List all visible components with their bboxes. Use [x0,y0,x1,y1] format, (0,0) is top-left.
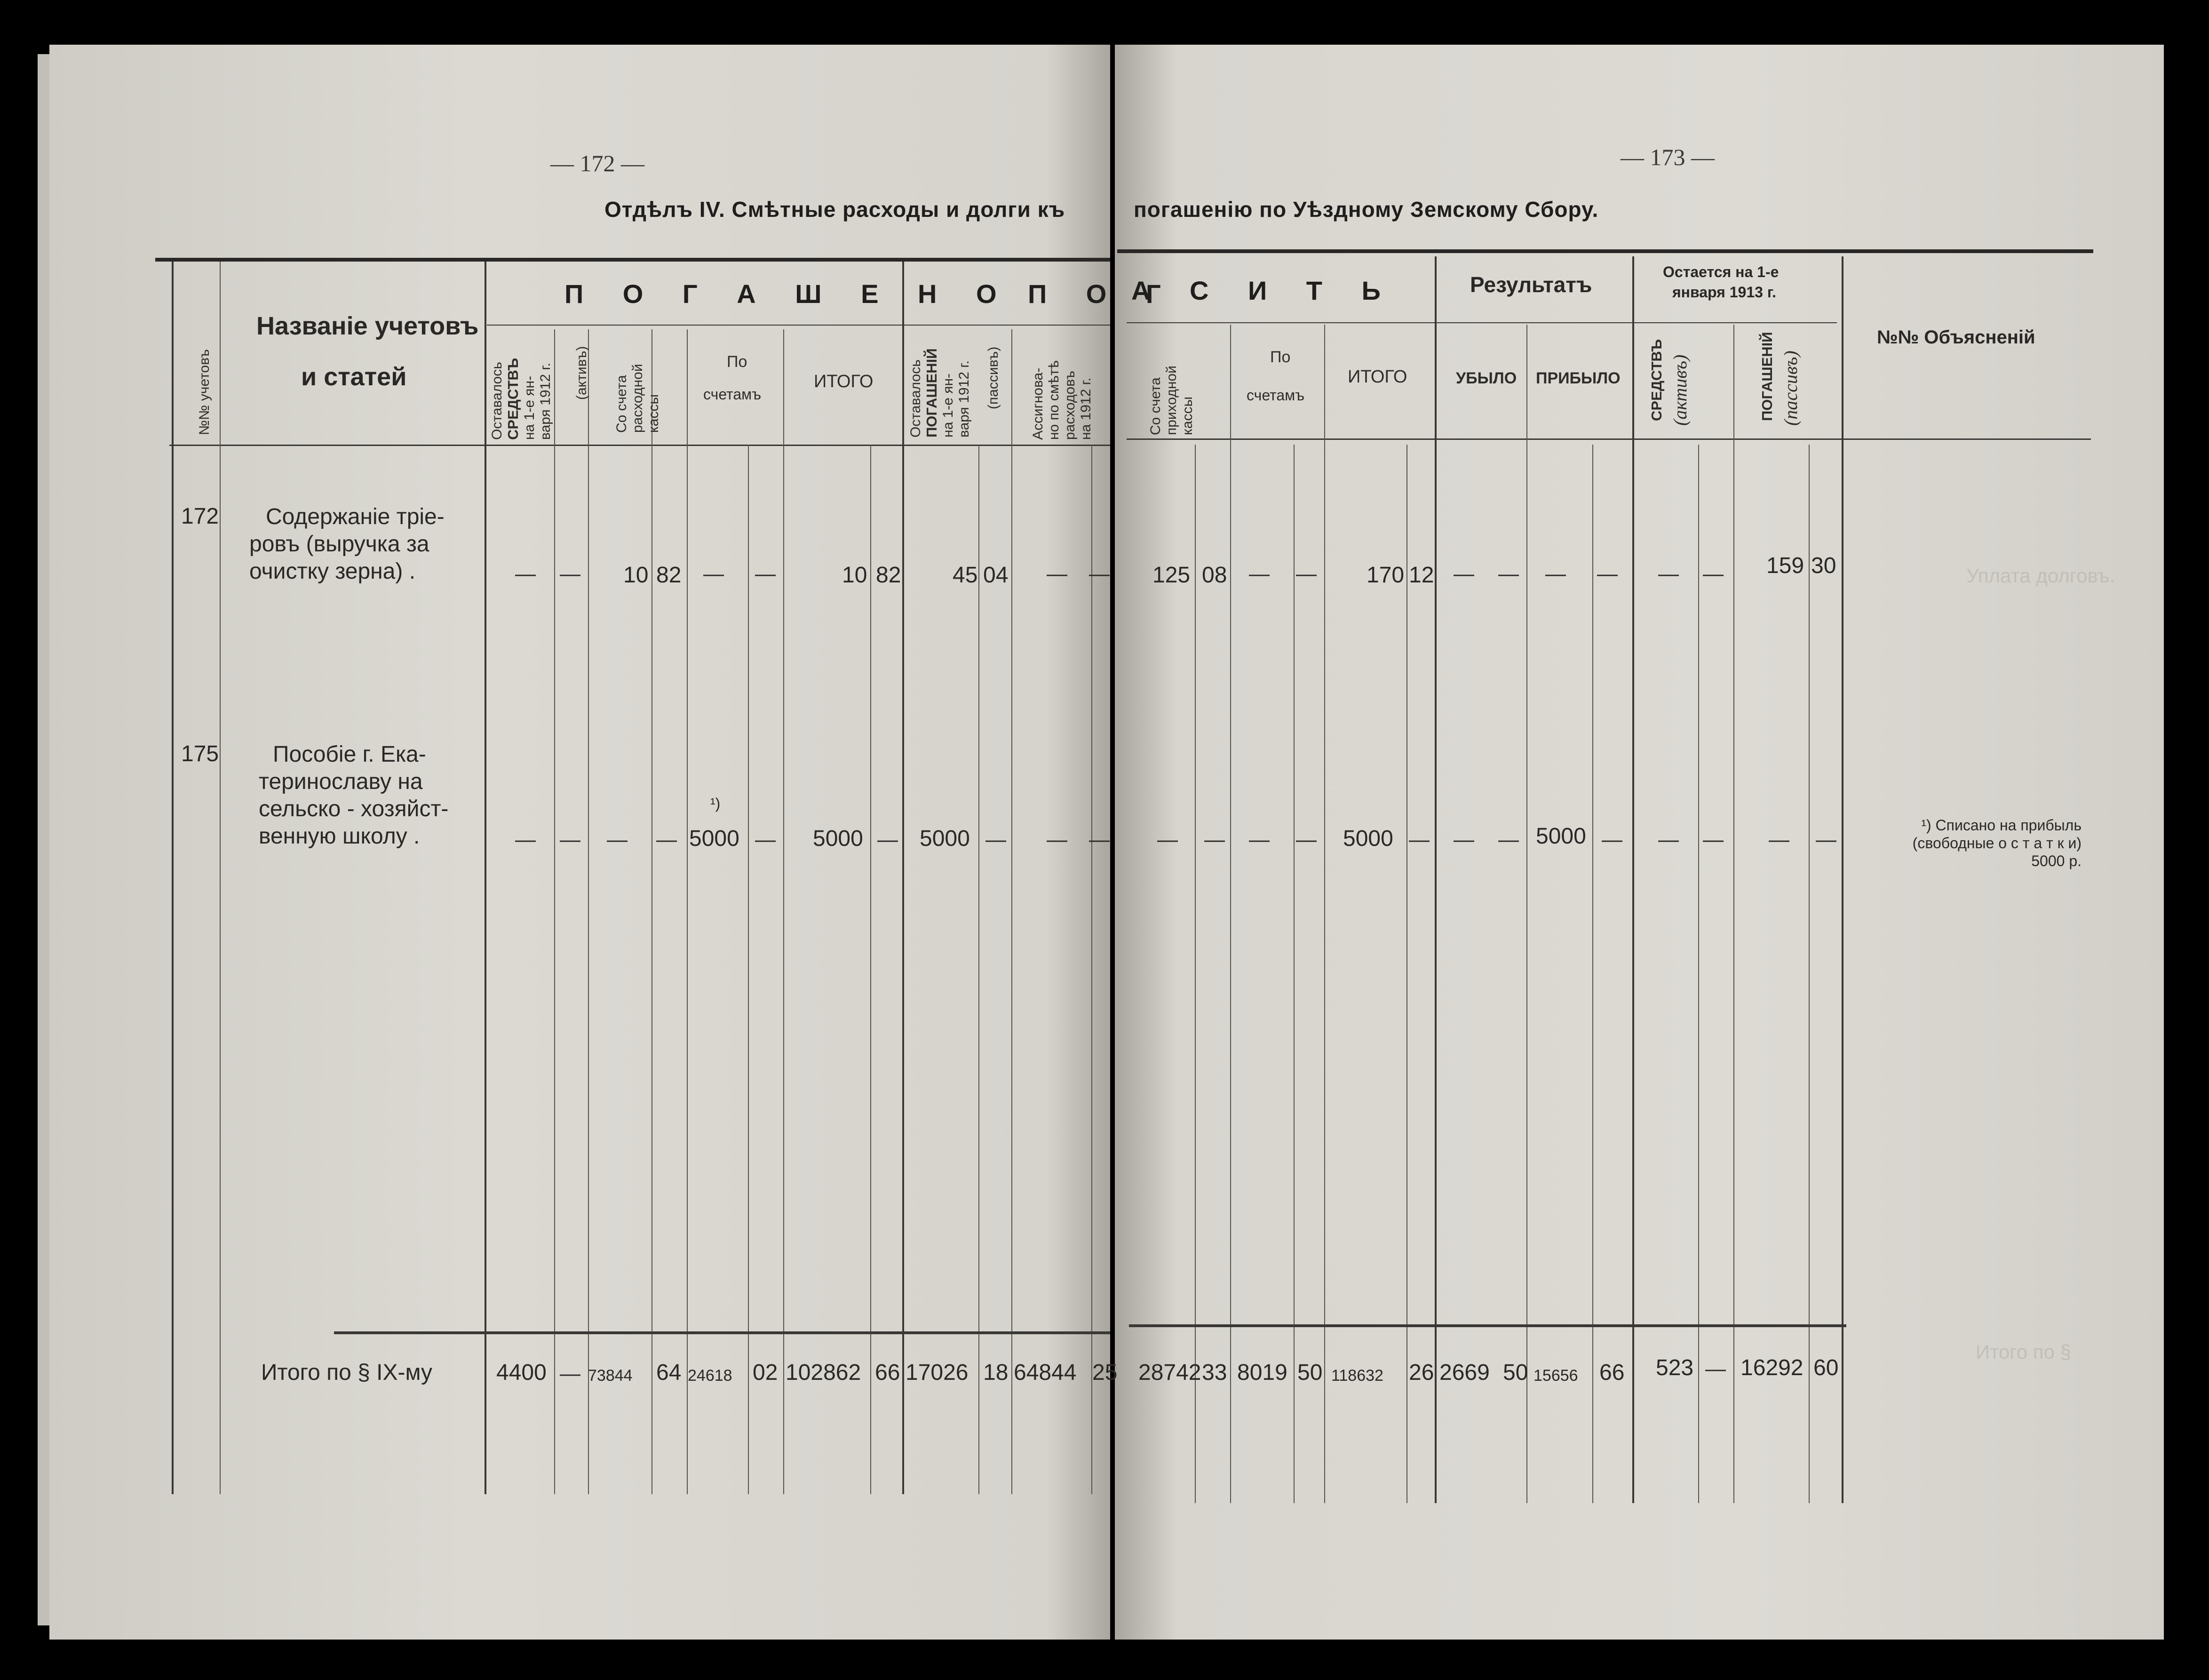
itogo-header: ИТОГО [814,372,874,391]
total-label: Итого по § IX-му [261,1360,433,1385]
cell-value: 30 [1811,553,1836,578]
pribylo-header: ПРИБЫЛО [1536,369,1621,387]
empty-cell-dash: — [755,828,776,851]
col-line [1011,329,1012,1494]
sredstv-header: СРЕДСТВЪ [1648,339,1665,421]
footnote: ¹) Списано на прибыль (свободные о с т а т к и) 5000 р. [1912,817,2082,869]
col-line [1842,256,1843,1503]
col-line [220,262,221,1494]
show-through-text: Итого по § [1976,1341,2071,1363]
result-header: Результатъ [1470,272,1592,297]
col-line [687,329,688,1494]
ostavalos-sredstv-header: Оставалось СРЕДСТВЪ на 1-е ян- варя 1912 г. [489,358,553,440]
empty-cell-dash: — [515,562,536,585]
name-col-header: Названіе учетовъ [256,312,479,340]
total-value: 73844 [588,1367,633,1385]
cell-value: 12 [1409,563,1434,588]
total-value: 64844 [1014,1360,1077,1385]
po-schetam-header: По [727,353,747,371]
empty-cell-dash: — [560,1362,580,1385]
empty-cell-dash: — [1705,1357,1726,1380]
header-bottom-rule [1127,438,2091,440]
empty-cell-dash: — [560,828,580,851]
total-value: 60 [1813,1355,1839,1380]
empty-cell-dash: — [1089,562,1110,585]
page-number-right: — 173 — [1621,144,1715,170]
num-col-header: №№ учетовъ [197,349,212,435]
empty-cell-dash: — [607,828,628,851]
po-schetam2-header: По [1270,348,1291,366]
empty-cell-dash: — [703,562,724,585]
col-line [783,329,784,1494]
total-value: 2669 [1439,1360,1490,1385]
col-line [1698,445,1699,1503]
cell-value: 170 [1367,563,1405,588]
page-number-left: — 172 — [550,150,644,176]
col-line [1195,445,1196,1503]
empty-cell-dash: — [1816,828,1836,851]
cell-value: 5000 [1343,826,1393,851]
total-value: 24618 [688,1367,732,1385]
col-line [485,262,486,1494]
ostavalos-pogasheniy-header: Оставалось ПОГАШЕНІЙ на 1-е ян- варя 1912 г. [908,348,972,438]
col-line [978,445,979,1494]
pogasheno-band: П О Г А Ш Е Н О [564,279,1013,309]
empty-cell-dash: — [1498,562,1519,585]
total-value: 523 [1656,1355,1694,1380]
header-bottom-rule [169,445,1110,446]
passiv-header: (пассивъ) [1780,350,1801,426]
empty-cell-dash: — [755,562,776,585]
empty-cell-dash: — [1409,828,1430,851]
empty-cell-dash: — [1597,562,1618,585]
empty-cell-dash: — [1545,562,1566,585]
po-schetam2-header: счетамъ [1247,387,1305,404]
so-scheta-rashodnoy-header: Со счета расходной кассы [614,364,661,433]
empty-cell-dash: — [1204,828,1225,851]
col-line [172,262,174,1494]
cell-value: 82 [876,563,901,588]
empty-cell-dash: — [1703,562,1724,585]
empty-cell-dash: — [1089,828,1110,851]
band-rule [487,325,1110,326]
explanations-header: №№ Объясненій [1877,327,2035,348]
col-line [588,329,589,1494]
empty-cell-dash: — [1296,828,1317,851]
empty-cell-dash: — [1249,562,1270,585]
empty-cell-dash: — [1602,828,1622,851]
band-rule [1127,322,1837,323]
cell-value: 5000 [920,826,970,851]
pogasit-band: А С И Т Ь [1131,276,1397,305]
cell-value: 125 [1152,563,1191,588]
aktiv-label: (активъ) [574,346,589,400]
passiv-label: (пассивъ) [985,346,1001,409]
empty-cell-dash: — [1296,562,1317,585]
col-line [554,329,555,1494]
assignovano-header: Ассигнова- но по смѣтѣ расходовъ на 1912 г. [1030,360,1094,440]
name-col-header: и статей [301,363,407,391]
empty-cell-dash: — [1769,828,1789,851]
col-line [748,445,749,1494]
itogo2-header: ИТОГО [1348,367,1407,387]
total-value: 16292 [1740,1355,1804,1380]
col-line [1091,445,1092,1494]
empty-cell-dash: — [1454,828,1474,851]
empty-cell-dash: — [985,828,1006,851]
table-top-rule [155,258,1110,262]
empty-cell-dash: — [1658,828,1679,851]
total-rule [334,1331,1110,1334]
pogasheniy-header: ПОГАШЕНІЙ [1759,332,1775,421]
cell-value: 04 [983,563,1009,588]
empty-cell-dash: — [1249,828,1270,851]
pogasit-band: П О Г [1028,279,1177,309]
col-line [1435,256,1437,1503]
total-value: 118632 [1331,1367,1383,1385]
cell-value: 159 [1766,553,1804,578]
cell-value: 10 [623,563,649,588]
page-heading-left: Отдѣлъ IV. Смѣтные расходы и долги къ [604,197,1065,222]
remains-header: Остается на 1-е [1663,263,1779,280]
empty-cell-dash: — [515,828,536,851]
empty-cell-dash: — [1454,562,1474,585]
empty-cell-dash: — [1047,828,1067,851]
total-rule [1129,1324,1846,1327]
total-value: 15656 [1534,1367,1578,1385]
row-number: 175 [181,741,219,766]
col-line [1294,445,1295,1503]
total-value: 102862 [786,1360,861,1385]
col-line [870,445,871,1494]
footnote-mark: ¹) [710,795,721,812]
total-value: 18 [983,1360,1009,1385]
table-top-rule [1117,249,2093,253]
total-value: 17026 [906,1360,969,1385]
po-schetam-header: счетамъ [703,386,762,403]
total-value: 8019 [1237,1360,1287,1385]
row-name: Пособіе г. Ека- теринославу на сельско - хозяйст- венную школу . [259,742,449,849]
total-value: 66 [875,1360,900,1385]
page-heading-right: погашенію по Уѣздному Земскому Сбору. [1134,197,1599,222]
total-value: 26 [1409,1360,1434,1385]
total-value: 02 [753,1360,778,1385]
total-value: 4400 [496,1360,547,1385]
col-line [1632,256,1634,1503]
total-value: 66 [1599,1360,1625,1385]
empty-cell-dash: — [877,828,898,851]
show-through-text: Уплата долговъ. [1966,565,2115,587]
empty-cell-dash: — [656,828,677,851]
total-value: 50 [1503,1360,1528,1385]
empty-cell-dash: — [1157,828,1178,851]
cell-value: 08 [1202,563,1227,588]
col-line [1406,445,1407,1503]
aktiv-header: (активъ) [1669,354,1691,426]
empty-cell-dash: — [1047,562,1067,585]
total-value: 33 [1202,1360,1227,1385]
empty-cell-dash: — [560,562,580,585]
empty-cell-dash: — [1703,828,1724,851]
cell-value: 45 [953,563,978,588]
row-number: 172 [181,504,219,529]
cell-value: 5000 [813,826,863,851]
ubylo-header: УБЫЛО [1456,369,1517,387]
total-value: 50 [1297,1360,1323,1385]
total-value: 64 [656,1360,682,1385]
total-value: 25 [1092,1360,1118,1385]
cell-value: 10 [842,563,867,588]
so-scheta-prihodnoy-header: Со счета приходной кассы [1148,366,1195,435]
empty-cell-dash: — [1498,828,1519,851]
total-value: 28742 [1138,1360,1201,1385]
col-line [902,262,904,1494]
book-edge [38,54,51,1625]
col-line [1809,445,1810,1503]
cell-value: 82 [656,563,682,588]
empty-cell-dash: — [1658,562,1679,585]
cell-value: 5000 [1536,824,1586,849]
col-line [1592,445,1593,1503]
remains-header: января 1913 г. [1672,284,1776,301]
row-name: Содержаніе тріе- ровъ (выручка за очистку зерна) . [249,504,445,584]
cell-value: 5000 [689,826,739,851]
